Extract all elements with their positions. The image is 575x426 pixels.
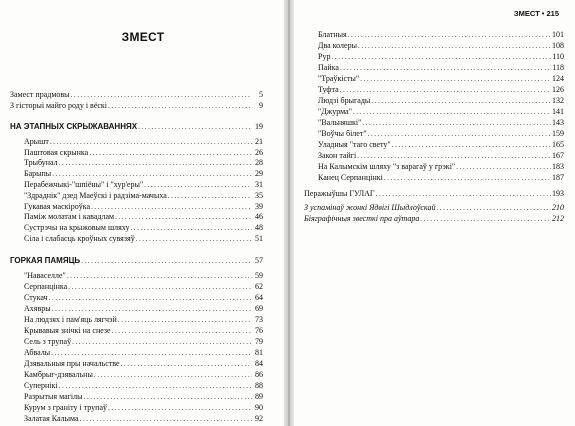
- section-page: 193: [552, 189, 564, 198]
- toc-entry: [304, 203, 564, 214]
- entry-page: 183: [552, 162, 564, 171]
- entry-page: 59: [255, 271, 263, 280]
- entry-title: Барыпы: [24, 169, 52, 178]
- toc-entry: [318, 85, 564, 96]
- leader-dots: [353, 107, 551, 118]
- toc-entry: [318, 41, 564, 52]
- leader-dots: [71, 90, 252, 101]
- entry-title: "Джурма": [318, 107, 352, 116]
- entry-title: Закон тайгі: [318, 151, 357, 160]
- section-page: 57: [255, 256, 263, 265]
- leader-dots: [376, 189, 551, 200]
- toc-entry: [24, 348, 263, 359]
- entry-page: 132: [552, 96, 564, 105]
- leader-dots: [136, 234, 252, 245]
- toc-entry: [318, 118, 564, 129]
- toc-entry: [24, 202, 263, 213]
- running-header: ЗМЕСТ • 215: [513, 9, 559, 18]
- toc-entry: [24, 223, 263, 234]
- toc-entry: [24, 337, 263, 348]
- entry-title: Серпанцінка: [24, 282, 68, 291]
- entry-page: 21: [255, 137, 263, 146]
- leader-dots: [168, 191, 252, 202]
- section-title: Перажыўшы ГУЛАГ: [304, 189, 375, 198]
- leader-dots: [50, 137, 252, 148]
- leader-dots: [331, 52, 551, 63]
- section-heading: [10, 122, 263, 133]
- right-page: [292, 0, 575, 426]
- entry-page: 88: [255, 381, 263, 390]
- left-page: [0, 0, 286, 426]
- entry-page: 31: [255, 180, 263, 189]
- leader-dots: [384, 173, 551, 184]
- entry-page: 187: [552, 173, 564, 182]
- toc-entry: [24, 169, 263, 180]
- leader-dots: [94, 370, 252, 381]
- leader-dots: [80, 414, 252, 425]
- entry-title: Ахявры: [24, 304, 51, 313]
- entry-title: Крывавыя знічкі на снезе: [24, 326, 111, 335]
- toc-entry: [24, 359, 263, 370]
- toc-entry: [24, 271, 263, 282]
- entry-title: Рур: [318, 52, 331, 61]
- leader-dots: [49, 293, 252, 304]
- entry-title: Дзявальныя пры начальстве: [24, 359, 120, 368]
- toc-entry: [318, 173, 564, 184]
- entry-page: 62: [255, 282, 263, 291]
- toc-entry: [318, 107, 564, 118]
- leader-dots: [108, 403, 252, 414]
- entry-page: 110: [552, 52, 564, 61]
- section-page: 19: [255, 122, 263, 131]
- toc-entry: [318, 52, 564, 63]
- entry-page: 159: [552, 129, 564, 138]
- toc-entry: [318, 96, 564, 107]
- entry-page: 89: [255, 392, 263, 401]
- toc-entry: [24, 293, 263, 304]
- leader-dots: [52, 304, 252, 315]
- entry-page: 92: [255, 414, 263, 423]
- toc-entry: [24, 392, 263, 403]
- leader-dots: [112, 326, 252, 337]
- leader-dots: [348, 30, 551, 41]
- leader-dots: [362, 118, 551, 129]
- toc-entry: [318, 129, 564, 140]
- entry-title: Супернікі: [24, 381, 58, 390]
- entry-page: 28: [255, 158, 263, 167]
- entry-title: Камбрыг-дзявальны: [24, 370, 93, 379]
- toc-entry: [318, 74, 564, 85]
- entry-title: Паміж молатам і кавадлам: [24, 212, 115, 221]
- toc-entry: [24, 315, 263, 326]
- toc-entry: [24, 381, 263, 392]
- leader-dots: [67, 271, 252, 282]
- entry-title: Блатныя: [318, 30, 347, 39]
- entry-title: Абвалы: [24, 348, 51, 357]
- leader-dots: [59, 381, 252, 392]
- entry-page: 210: [552, 203, 564, 212]
- entry-page: 76: [255, 326, 263, 335]
- toc-entry: [24, 148, 263, 159]
- entry-page: 101: [552, 30, 564, 39]
- entry-page: 51: [255, 234, 263, 243]
- section-title: НА ЭТАПНЫХ СКРЫЖАВАННЯХ: [10, 122, 138, 131]
- toc-entry: [304, 214, 564, 225]
- entry-title: Гукавая маскіроўка: [24, 202, 91, 211]
- entry-title: "Наваселле": [24, 271, 66, 280]
- entry-title: Сустрэчы на крыжовым шляху: [24, 223, 130, 232]
- leader-dots: [144, 180, 252, 191]
- leader-dots: [121, 359, 252, 370]
- toc-entry: [24, 180, 263, 191]
- entry-page: 118: [552, 63, 564, 72]
- entry-title: Курум з граніту і трупаў: [24, 403, 108, 412]
- leader-dots: [138, 122, 252, 133]
- toc-entry: [24, 370, 263, 381]
- leader-dots: [91, 202, 252, 213]
- leader-dots: [84, 392, 252, 403]
- toc-entry: [24, 234, 263, 245]
- entry-page: 81: [255, 348, 263, 357]
- entry-title: Сіла і слабасць кроўных сувязяў: [24, 234, 135, 243]
- entry-page: 26: [255, 148, 263, 157]
- entry-page: 124: [552, 74, 564, 83]
- section-heading: [10, 256, 263, 267]
- entry-page: 126: [552, 85, 564, 94]
- entry-title: Трыбунал: [24, 158, 58, 167]
- entry-title: Біяграфічныя звесткі пра аўтара: [304, 214, 420, 223]
- entry-page: 39: [255, 202, 263, 211]
- leader-dots: [357, 151, 551, 162]
- entry-page: 165: [552, 140, 564, 149]
- entry-page: 29: [255, 169, 263, 178]
- leader-dots: [358, 41, 551, 52]
- entry-page: 79: [255, 337, 263, 346]
- entry-title: Замест прадмовы: [10, 90, 70, 99]
- entry-page: 64: [255, 293, 263, 302]
- leader-dots: [52, 169, 252, 180]
- entry-page: 9: [259, 101, 263, 110]
- entry-title: Залатая Калыма: [24, 414, 79, 423]
- entry-page: 46: [255, 212, 263, 221]
- section-heading: [304, 189, 564, 200]
- toc-entry: [24, 304, 263, 315]
- entry-title: "Вальняшкі": [318, 118, 362, 127]
- entry-title: Стукач: [24, 293, 48, 302]
- leader-dots: [368, 129, 551, 140]
- leader-dots: [392, 140, 551, 151]
- entry-title: "Траўкісты": [318, 74, 360, 83]
- entry-title: Людзі брыгады: [318, 96, 371, 105]
- toc-entry: [318, 140, 564, 151]
- leader-dots: [89, 148, 252, 159]
- section-title: ГОРКАЯ ПАМЯЦЬ: [10, 256, 81, 265]
- entry-page: 143: [552, 118, 564, 127]
- entry-page: 73: [255, 315, 263, 324]
- entry-page: 5: [259, 90, 263, 99]
- entry-title: Сель з трупаў: [24, 337, 72, 346]
- toc-entry: [318, 63, 564, 74]
- leader-dots: [118, 315, 252, 326]
- toc-entry: [24, 282, 263, 293]
- entry-page: 141: [552, 107, 564, 116]
- leader-dots: [108, 101, 252, 112]
- entry-title: Туфта: [318, 85, 339, 94]
- entry-page: 90: [255, 403, 263, 412]
- entry-page: 86: [255, 370, 263, 379]
- toc-entry: [24, 191, 263, 202]
- entry-page: 108: [552, 41, 564, 50]
- entry-page: 69: [255, 304, 263, 313]
- entry-title: "Здраднік" дзед Маеўскі і радзіма-мачыха: [24, 191, 167, 200]
- entry-title: З гісторыі майго роду і вёскі: [10, 101, 108, 110]
- toc-entry: [10, 90, 263, 101]
- entry-page: 167: [552, 151, 564, 160]
- leader-dots: [59, 158, 252, 169]
- leader-dots: [456, 162, 551, 173]
- entry-title: "Воўчы білет": [318, 129, 367, 138]
- entry-title: Перабежчыкі-"шпіёны" і "хур'еры": [24, 180, 144, 189]
- leader-dots: [51, 348, 252, 359]
- entry-title: Разрытыя магілы: [24, 392, 83, 401]
- toc-entry: [24, 326, 263, 337]
- toc-entry: [10, 101, 263, 112]
- leader-dots: [68, 282, 252, 293]
- leader-dots: [340, 85, 551, 96]
- entry-page: 84: [255, 359, 263, 368]
- entry-title: Два колеры: [318, 41, 357, 50]
- entry-title: На людзях і пам'яць лягчэй: [24, 315, 117, 324]
- entry-title: Канец Серпанцінкі: [318, 173, 383, 182]
- leader-dots: [436, 203, 551, 214]
- leader-dots: [340, 63, 551, 74]
- toc-entry: [318, 30, 564, 41]
- leader-dots: [115, 212, 252, 223]
- entry-title: Пайка: [318, 63, 339, 72]
- toc-entry: [24, 137, 263, 148]
- leader-dots: [360, 74, 551, 85]
- toc-entry: [318, 162, 564, 173]
- toc-entry: [24, 403, 263, 414]
- entry-title: Арышт: [24, 137, 49, 146]
- entry-page: 212: [552, 214, 564, 223]
- entry-page: 48: [255, 223, 263, 232]
- toc-entry: [318, 151, 564, 162]
- entry-page: 35: [255, 191, 263, 200]
- toc-entry: [24, 212, 263, 223]
- leader-dots: [72, 337, 252, 348]
- entry-title: Паштовая скрынка: [24, 148, 89, 157]
- leader-dots: [371, 96, 551, 107]
- leader-dots: [81, 256, 252, 267]
- entry-title: З успамінаў жонкі Ядвігі Шыдлоўскай: [304, 203, 436, 212]
- toc-entry: [24, 158, 263, 169]
- toc-entry: [24, 414, 263, 425]
- leader-dots: [130, 223, 252, 234]
- entry-title: На Калымскім шляху "з варагаў у грэкі": [318, 162, 456, 171]
- leader-dots: [420, 214, 551, 225]
- entry-title: Уладныя "таго свету": [318, 140, 391, 149]
- toc-title: ЗМЕСТ: [121, 30, 165, 44]
